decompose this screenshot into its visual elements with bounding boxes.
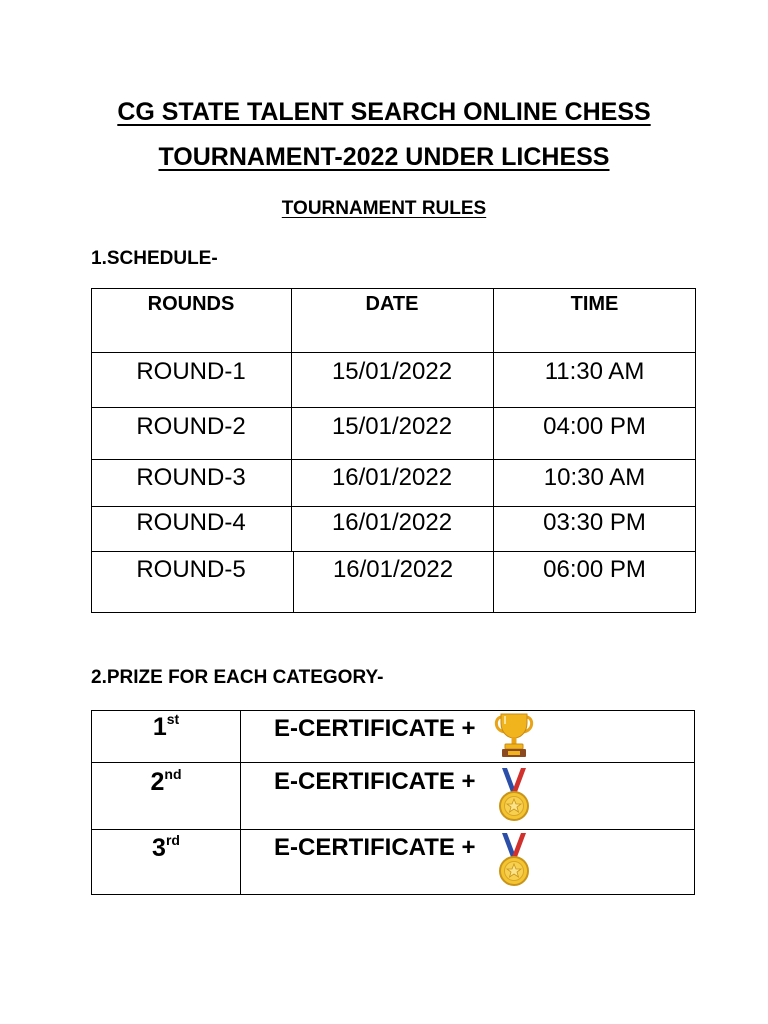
place-label: 2nd: [150, 766, 182, 796]
round-cell: ROUND-5: [136, 556, 246, 583]
page-title-line-1: CG STATE TALENT SEARCH ONLINE CHESS: [117, 98, 651, 126]
table-divider: [91, 829, 695, 830]
date-cell: 15/01/2022: [331, 358, 453, 385]
prize-text: E-CERTIFICATE +: [274, 715, 476, 742]
medal-icon: [497, 833, 531, 892]
date-cell: 16/01/2022: [331, 509, 453, 536]
page-title-line-2: TOURNAMENT-2022 UNDER LICHESS: [158, 143, 610, 171]
time-cell: 11:30 AM: [544, 358, 645, 385]
date-cell: 15/01/2022: [331, 413, 453, 440]
date-cell: 16/01/2022: [331, 464, 453, 491]
time-cell: 03:30 PM: [543, 509, 646, 536]
round-cell: ROUND-2: [136, 413, 246, 440]
round-cell: ROUND-1: [136, 358, 246, 385]
time-cell: 04:00 PM: [543, 413, 646, 440]
round-cell: ROUND-4: [136, 509, 246, 536]
column-header-rounds: ROUNDS: [147, 293, 235, 315]
date-cell: 16/01/2022: [332, 556, 454, 583]
column-header-time: TIME: [570, 293, 619, 315]
prize-heading: 2.PRIZE FOR EACH CATEGORY-: [91, 667, 384, 688]
time-cell: 06:00 PM: [543, 556, 646, 583]
schedule-heading: 1.SCHEDULE-: [91, 248, 218, 269]
place-label: 3rd: [152, 832, 180, 862]
time-cell: 10:30 AM: [543, 464, 646, 491]
place-label: 1st: [152, 711, 180, 741]
table-divider: [91, 762, 695, 763]
medal-icon: [497, 768, 531, 827]
prize-text: E-CERTIFICATE +: [274, 768, 476, 795]
round-cell: ROUND-3: [136, 464, 246, 491]
prize-text: E-CERTIFICATE +: [274, 834, 476, 861]
trophy-icon: [493, 711, 535, 764]
rules-heading: TOURNAMENT RULES: [281, 198, 487, 219]
table-divider: [240, 710, 241, 895]
column-header-date: DATE: [365, 293, 419, 315]
